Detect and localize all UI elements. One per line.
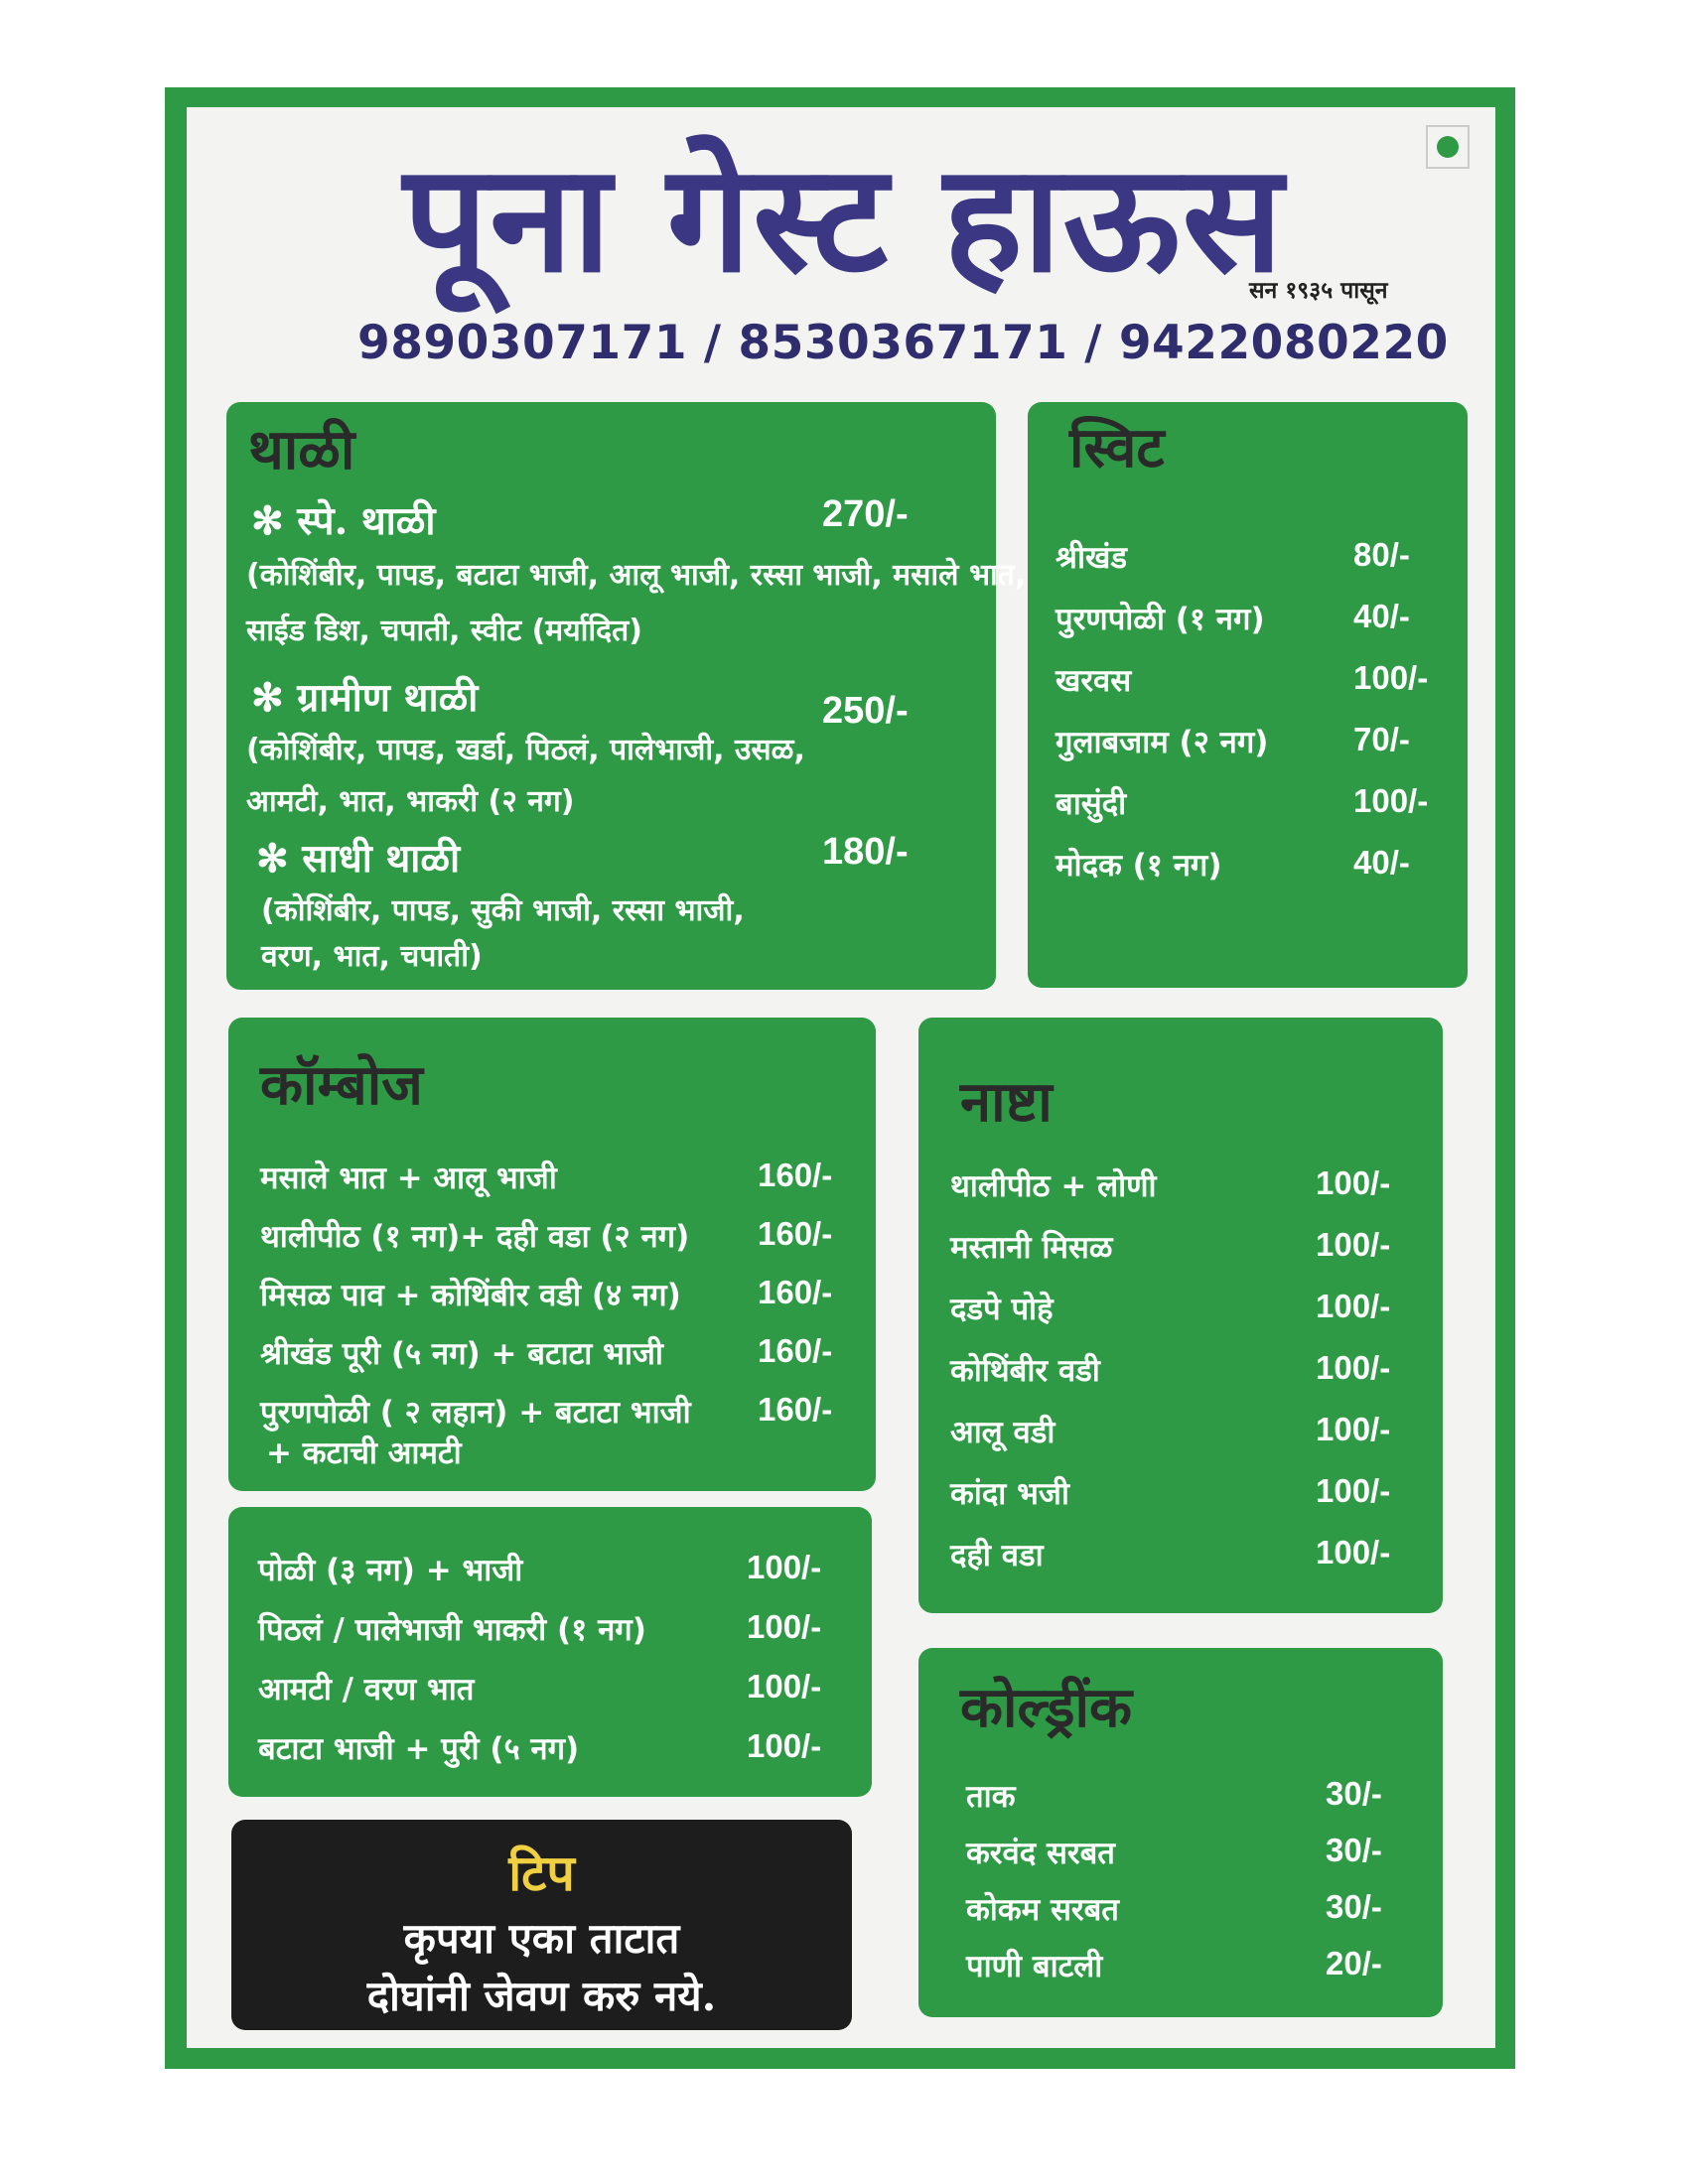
nashta-item-name: दही वडा bbox=[950, 1538, 1044, 1573]
thali-name: ✻ साधी थाळी bbox=[256, 836, 461, 882]
thali-description: (कोशिंबीर, पापड, खर्डा, पिठलं, पालेभाजी, उसळ, bbox=[246, 733, 805, 767]
sweet-item-price: 40/- bbox=[1353, 598, 1410, 634]
tip-line: कृपया एका ताटात bbox=[403, 1914, 680, 1963]
thali-description: आमटी, भात, भाकरी (२ नग) bbox=[246, 784, 575, 819]
thali-price: 250/- bbox=[822, 690, 909, 732]
colddrink-item-price: 30/- bbox=[1326, 1832, 1382, 1868]
combo-item-price: 160/- bbox=[758, 1332, 833, 1369]
sweet-item-name: गुलाबजाम (२ नग) bbox=[1055, 725, 1269, 760]
sweet-item-price: 100/- bbox=[1353, 782, 1429, 819]
sweet-item-price: 40/- bbox=[1353, 844, 1410, 881]
nashta-item-name: दडपे पोहे bbox=[950, 1292, 1054, 1327]
colddrink-item-price: 30/- bbox=[1326, 1888, 1382, 1925]
combo-item-name: मिसळ पाव + कोथिंबीर वडी (४ नग) bbox=[260, 1278, 681, 1313]
combo-extra-line: + कटाची आमटी bbox=[266, 1435, 462, 1471]
nashta-item-price: 100/- bbox=[1316, 1349, 1391, 1386]
colddrink-panel bbox=[918, 1648, 1443, 2017]
combo-item-name: आमटी / वरण भात bbox=[258, 1672, 475, 1707]
combo-item-name: थालीपीठ (१ नग)+ दही वडा (२ नग) bbox=[260, 1219, 690, 1255]
sweet-item-price: 100/- bbox=[1353, 659, 1429, 696]
section-title: थाळी bbox=[248, 417, 355, 482]
thali-price: 270/- bbox=[822, 493, 909, 535]
tip-box bbox=[231, 1820, 852, 2030]
colddrink-item-name: करवंद सरबत bbox=[966, 1836, 1115, 1871]
colddrink-item-name: पाणी बाटली bbox=[966, 1949, 1103, 1984]
nashta-item-name: कांदा भजी bbox=[950, 1476, 1069, 1512]
combo-item-name: पुरणपोळी ( २ लहान) + बटाटा भाजी bbox=[260, 1395, 691, 1431]
colddrink-item-price: 20/- bbox=[1326, 1945, 1382, 1981]
nashta-item-name: थालीपीठ + लोणी bbox=[950, 1168, 1157, 1204]
nashta-item-price: 100/- bbox=[1316, 1411, 1391, 1447]
combos-more-panel bbox=[228, 1507, 872, 1797]
colddrink-item-name: कोकम सरबत bbox=[966, 1892, 1119, 1928]
combo-item-price: 160/- bbox=[758, 1274, 833, 1310]
section-title: कोल्ड्रींक bbox=[960, 1675, 1132, 1740]
combo-item-price: 100/- bbox=[747, 1727, 822, 1764]
combo-item-price: 100/- bbox=[747, 1608, 822, 1645]
combo-item-name: मसाले भात + आलू भाजी bbox=[260, 1160, 557, 1196]
thali-name: ✻ स्पे. थाळी bbox=[251, 498, 436, 544]
combo-item-price: 160/- bbox=[758, 1391, 833, 1428]
sweet-item-name: खरवस bbox=[1055, 663, 1132, 699]
sweet-item-price: 80/- bbox=[1353, 536, 1410, 573]
thali-panel bbox=[226, 402, 1027, 990]
nashta-item-price: 100/- bbox=[1316, 1534, 1391, 1570]
combo-item-price: 160/- bbox=[758, 1215, 833, 1252]
nashta-item-price: 100/- bbox=[1316, 1472, 1391, 1509]
section-title: नाष्टा bbox=[960, 1069, 1053, 1135]
nashta-item-name: कोथिंबीर वडी bbox=[950, 1353, 1100, 1389]
combo-item-price: 100/- bbox=[747, 1549, 822, 1585]
thali-description: साईड डिश, चपाती, स्वीट (मर्यादित) bbox=[246, 614, 642, 648]
thali-price: 180/- bbox=[822, 831, 909, 873]
combo-item-name: श्रीखंड पूरी (५ नग) + बटाटा भाजी bbox=[260, 1336, 663, 1372]
sweet-item-name: बासुंदी bbox=[1055, 786, 1127, 822]
colddrink-item-name: ताक bbox=[966, 1779, 1016, 1815]
combo-item-name: पिठलं / पालेभाजी भाकरी (१ नग) bbox=[258, 1612, 646, 1648]
thali-description: (कोशिंबीर, पापड, सुकी भाजी, रस्सा भाजी, bbox=[261, 893, 745, 928]
combo-item-price: 160/- bbox=[758, 1157, 833, 1193]
combo-item-name: बटाटा भाजी + पुरी (५ नग) bbox=[258, 1731, 580, 1767]
nashta-panel bbox=[918, 1018, 1443, 1613]
sweet-item-price: 70/- bbox=[1353, 721, 1410, 757]
nashta-item-price: 100/- bbox=[1316, 1226, 1391, 1263]
phone-numbers: 9890307171 / 8530367171 / 9422080220 bbox=[357, 316, 1449, 370]
established-since: सन १९३५ पासून bbox=[1249, 278, 1388, 304]
nashta-item-price: 100/- bbox=[1316, 1288, 1391, 1324]
colddrink-item-price: 30/- bbox=[1326, 1775, 1382, 1812]
combos-panel bbox=[228, 1018, 876, 1491]
nashta-item-name: आलू वडी bbox=[950, 1415, 1055, 1450]
combo-item-price: 100/- bbox=[747, 1668, 822, 1705]
combo-item-name: पोळी (३ नग) + भाजी bbox=[258, 1553, 523, 1588]
tip-line: दोघांनी जेवण करु नये. bbox=[366, 1972, 717, 2020]
thali-description: (कोशिंबीर, पापड, बटाटा भाजी, आलू भाजी, रस्सा भाजी, मसाले भात, bbox=[246, 558, 1027, 593]
restaurant-title: पूना गेस्ट हाऊस bbox=[403, 131, 1285, 306]
sweet-item-name: मोदक (१ नग) bbox=[1055, 848, 1222, 884]
thali-description: वरण, भात, चपाती) bbox=[261, 939, 483, 974]
nashta-item-price: 100/- bbox=[1316, 1164, 1391, 1201]
tip-title: टिप bbox=[508, 1843, 575, 1902]
sweet-item-name: पुरणपोळी (१ नग) bbox=[1055, 602, 1265, 637]
sweet-panel bbox=[1028, 402, 1468, 988]
sweet-item-name: श्रीखंड bbox=[1055, 540, 1127, 576]
thali-name: ✻ ग्रामीण थाळी bbox=[251, 675, 479, 721]
section-title: कॉम्बोज bbox=[260, 1052, 423, 1118]
section-title: स्विट bbox=[1069, 415, 1165, 480]
nashta-item-name: मस्तानी मिसळ bbox=[950, 1230, 1113, 1266]
